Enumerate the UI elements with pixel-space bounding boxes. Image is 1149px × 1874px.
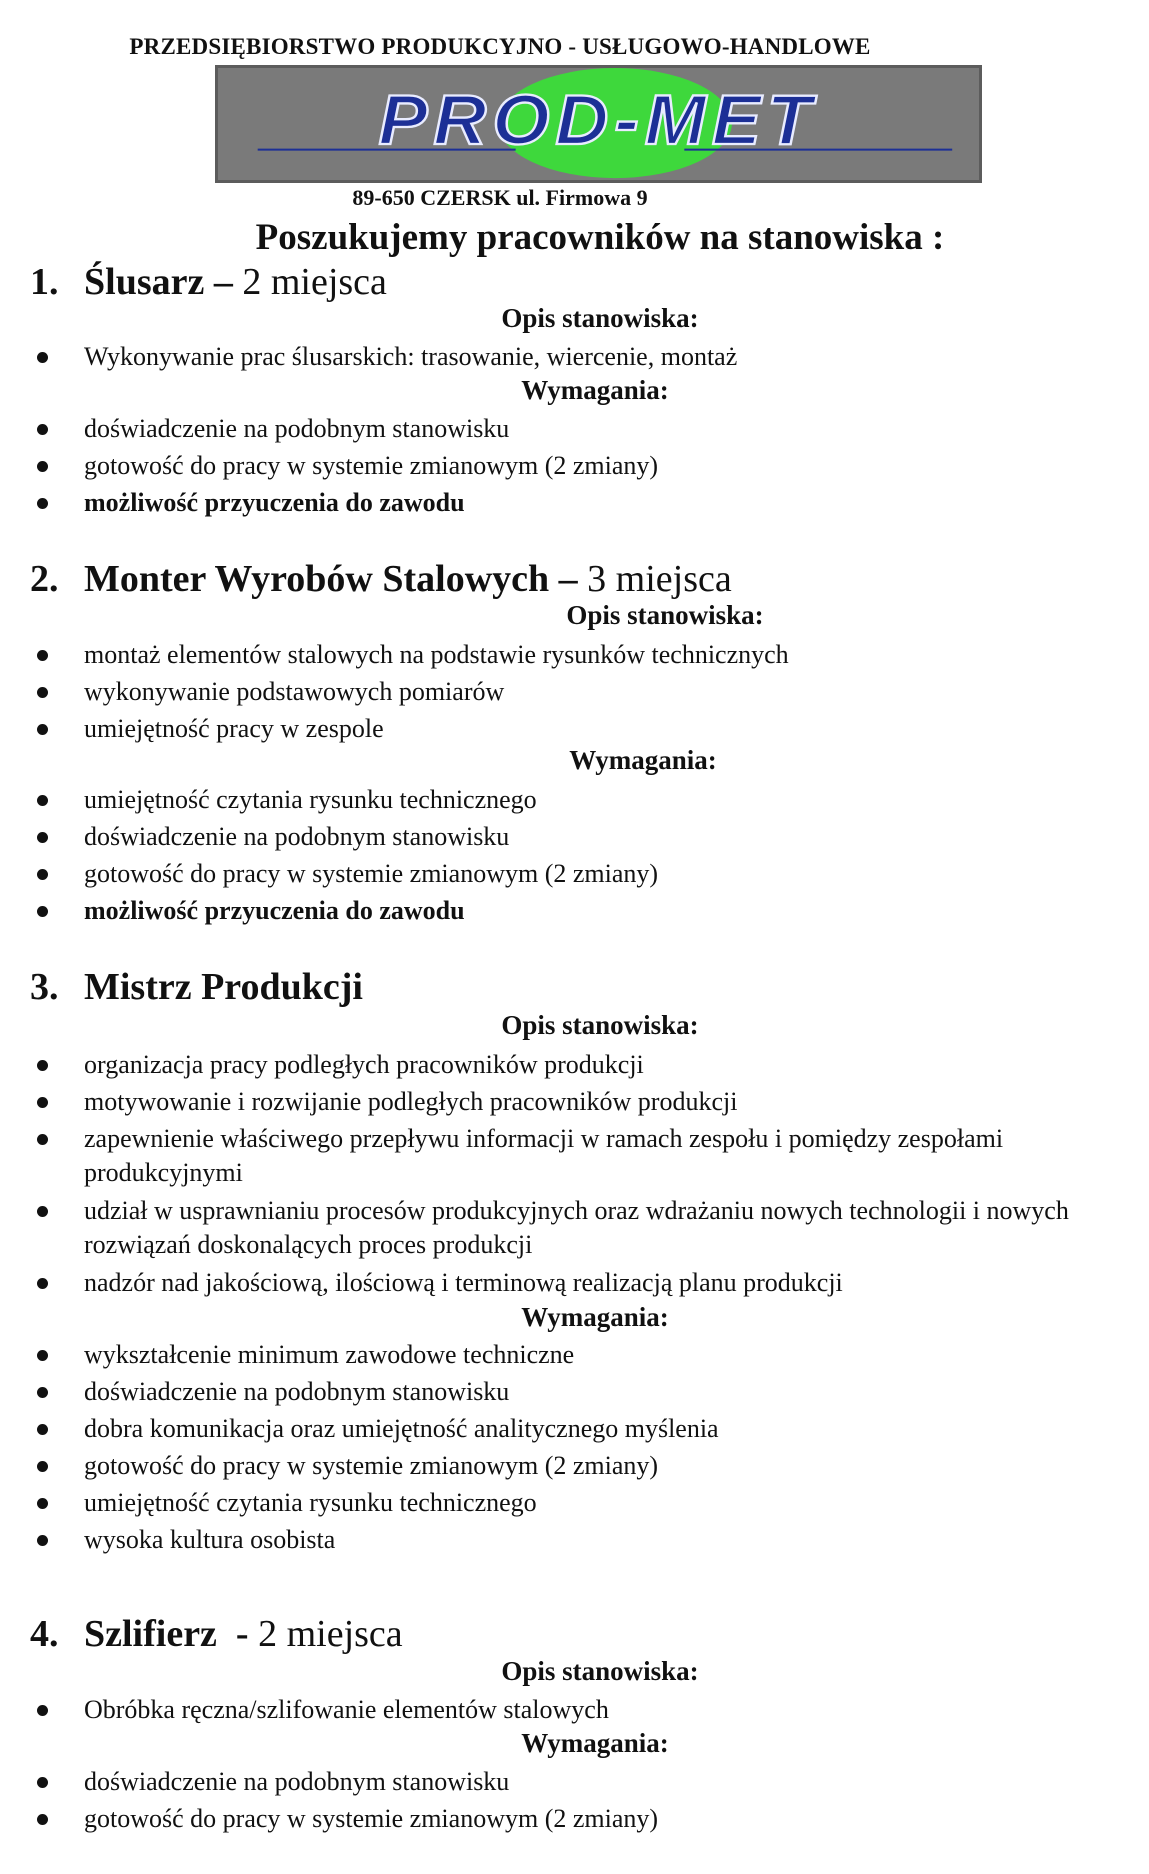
wymagania-heading: Wymagania: bbox=[521, 1728, 669, 1758]
bullet-icon bbox=[37, 1777, 48, 1788]
list-item: gotowość do pracy w systemie zmianowym (2 zmiany) bbox=[84, 859, 659, 888]
company-address: 89-650 CZERSK ul. Firmowa 9 bbox=[352, 185, 648, 210]
list-item: udział w usprawnianiu procesów produkcyjnych oraz wdrażaniu nowych technologii i nowych rozwiązań doskonalących proces produkcji bbox=[84, 1196, 1069, 1259]
job-name: Monter Wyrobów Stalowych – bbox=[84, 558, 578, 600]
job-number: 4. bbox=[30, 1613, 59, 1655]
list-item: umiejętność czytania rysunku technicznego bbox=[84, 785, 537, 814]
list-item: nadzór nad jakościową, ilościową i terminową realizacją planu produkcji bbox=[84, 1268, 843, 1297]
bullet-icon bbox=[37, 461, 48, 472]
opis-heading: Opis stanowiska: bbox=[566, 600, 764, 630]
company-logo bbox=[215, 65, 982, 183]
list-item: doświadczenie na podobnym stanowisku bbox=[84, 822, 510, 851]
bullet-icon bbox=[37, 724, 48, 735]
bullet-icon bbox=[37, 1424, 48, 1435]
bullet-icon bbox=[37, 1134, 48, 1145]
job-number: 2. bbox=[30, 558, 59, 600]
bullet-icon bbox=[37, 1498, 48, 1509]
job-name: Ślusarz – bbox=[84, 261, 233, 303]
job-number: 1. bbox=[30, 261, 59, 303]
list-item: gotowość do pracy w systemie zmianowym (2 zmiany) bbox=[84, 1804, 659, 1833]
list-item: wykształcenie minimum zawodowe techniczne bbox=[84, 1340, 575, 1369]
list-item: Obróbka ręczna/szlifowanie elementów stalowych bbox=[84, 1695, 609, 1724]
bullet-icon bbox=[37, 650, 48, 661]
list-item: doświadczenie na podobnym stanowisku bbox=[84, 1767, 510, 1796]
list-item: wysoka kultura osobista bbox=[84, 1525, 336, 1554]
wymagania-heading: Wymagania: bbox=[521, 1302, 669, 1332]
bullet-icon bbox=[37, 1097, 48, 1108]
list-item: montaż elementów stalowych na podstawie rysunków technicznych bbox=[84, 640, 789, 669]
opis-heading: Opis stanowiska: bbox=[501, 1656, 699, 1686]
job-count: 2 miejsca bbox=[248, 1613, 403, 1655]
bullet-icon bbox=[37, 795, 48, 806]
list-item: motywowanie i rozwijanie podległych pracowników produkcji bbox=[84, 1087, 738, 1116]
list-item: gotowość do pracy w systemie zmianowym (2 zmiany) bbox=[84, 1451, 659, 1480]
list-item: umiejętność czytania rysunku technicznego bbox=[84, 1488, 537, 1517]
list-item: doświadczenie na podobnym stanowisku bbox=[84, 1377, 510, 1406]
list-item: umiejętność pracy w zespole bbox=[84, 714, 384, 743]
list-item: możliwość przyuczenia do zawodu bbox=[84, 488, 465, 517]
wymagania-heading: Wymagania: bbox=[569, 745, 717, 775]
list-item: możliwość przyuczenia do zawodu bbox=[84, 896, 465, 925]
list-item: gotowość do pracy w systemie zmianowym (2 zmiany) bbox=[84, 451, 659, 480]
list-item: zapewnienie właściwego przepływu informacji w ramach zespołu i pomiędzy zespołami produkcyjnymi bbox=[84, 1124, 1004, 1187]
bullet-icon bbox=[37, 832, 48, 843]
job-count: 2 miejsca bbox=[232, 261, 387, 303]
bullet-icon bbox=[37, 1814, 48, 1825]
opis-heading: Opis stanowiska: bbox=[501, 303, 699, 333]
bullet-icon bbox=[37, 687, 48, 698]
bullet-icon bbox=[37, 906, 48, 917]
opis-heading: Opis stanowiska: bbox=[501, 1010, 699, 1040]
logo-text: PROD-MET bbox=[378, 81, 818, 160]
list-item: wykonywanie podstawowych pomiarów bbox=[84, 677, 505, 706]
page-headline: Poszukujemy pracowników na stanowiska : bbox=[255, 217, 945, 258]
list-item: doświadczenie na podobnym stanowisku bbox=[84, 414, 510, 443]
job-name: Szlifierz - bbox=[84, 1613, 249, 1655]
job-title bbox=[30, 260, 387, 304]
company-name: PRZEDSIĘBIORSTWO PRODUKCYJNO - USŁUGOWO-HANDLOWE bbox=[129, 34, 871, 59]
job-title bbox=[30, 557, 732, 601]
bullet-icon bbox=[37, 1387, 48, 1398]
bullet-icon bbox=[37, 869, 48, 880]
bullet-icon bbox=[37, 424, 48, 435]
job-title bbox=[30, 1612, 403, 1656]
bullet-icon bbox=[37, 1060, 48, 1071]
list-item: dobra komunikacja oraz umiejętność analitycznego myślenia bbox=[84, 1414, 719, 1443]
wymagania-heading: Wymagania: bbox=[521, 375, 669, 405]
job-count: 3 miejsca bbox=[577, 558, 732, 600]
job-number: 3. bbox=[30, 966, 59, 1008]
job-title bbox=[30, 965, 363, 1009]
bullet-icon bbox=[37, 352, 48, 363]
bullet-icon bbox=[37, 1278, 48, 1289]
bullet-icon bbox=[37, 498, 48, 509]
bullet-icon bbox=[37, 1705, 48, 1716]
bullet-icon bbox=[37, 1535, 48, 1546]
job-name: Mistrz Produkcji bbox=[84, 966, 363, 1008]
bullet-icon bbox=[37, 1206, 48, 1217]
bullet-icon bbox=[37, 1350, 48, 1361]
list-item: organizacja pracy podległych pracowników produkcji bbox=[84, 1050, 644, 1079]
list-item: Wykonywanie prac ślusarskich: trasowanie, wiercenie, montaż bbox=[84, 342, 738, 371]
bullet-icon bbox=[37, 1461, 48, 1472]
